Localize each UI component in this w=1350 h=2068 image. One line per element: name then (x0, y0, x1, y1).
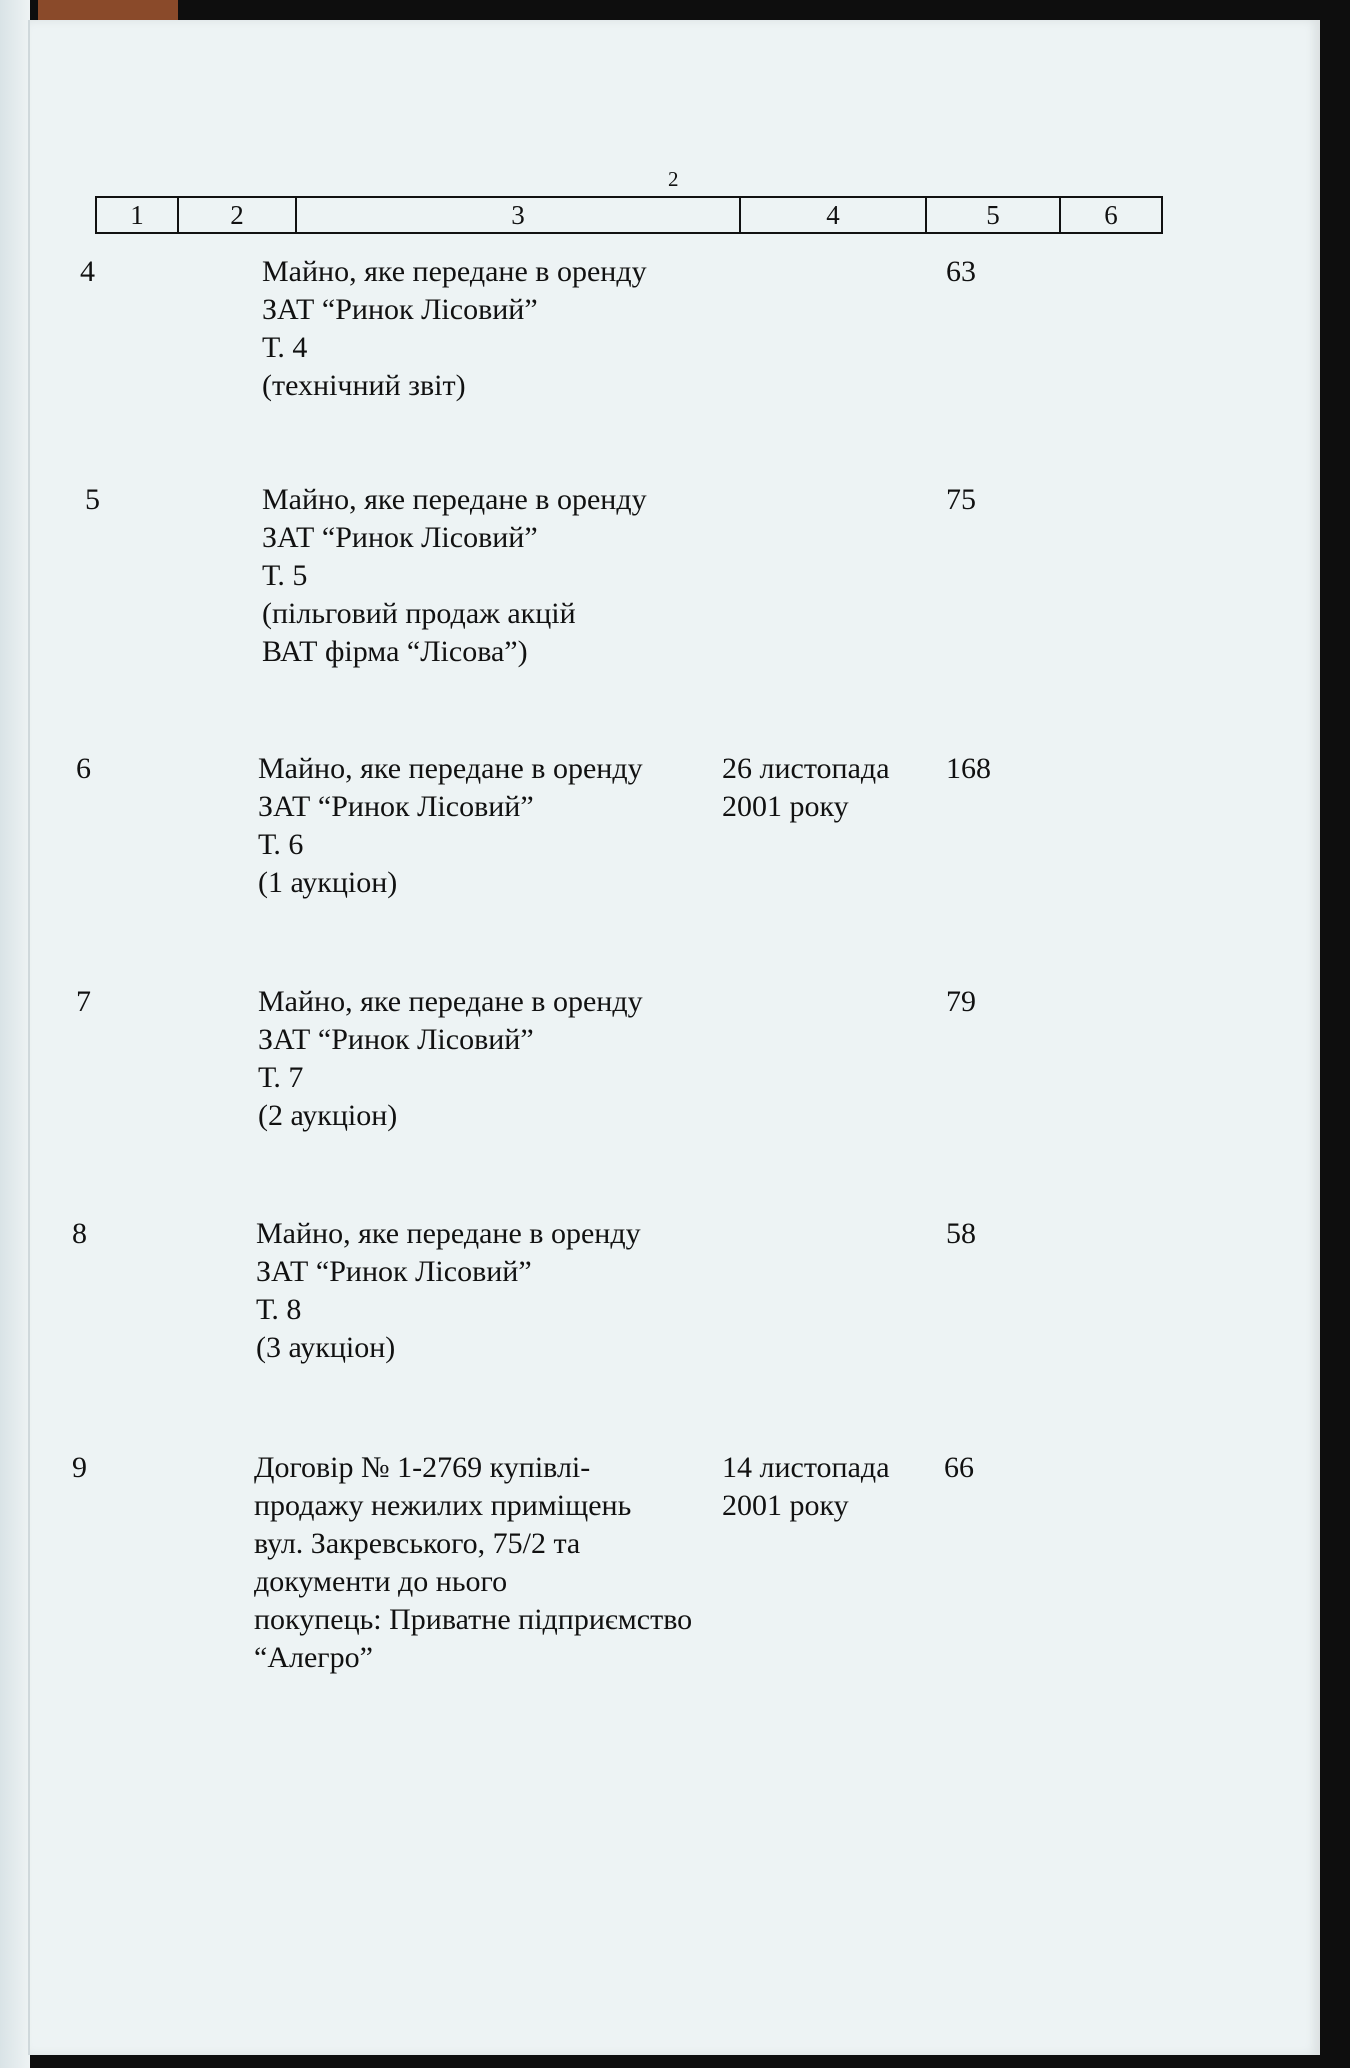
column-header-5: 5 (927, 198, 1061, 232)
column-header-2: 2 (179, 198, 297, 232)
column-header-6: 6 (1104, 199, 1118, 230)
row-date: 14 листопада 2001 року (722, 1451, 890, 1522)
row-number: 9 (72, 1451, 87, 1484)
row-title: Майно, яке передане в оренду ЗАТ “Ринок Лісовий” Т. 4 (технічний звіт) (262, 255, 647, 402)
column-header-3: 3 (297, 198, 741, 232)
row-title: Договір № 1-2769 купівлі- продажу нежилих приміщень вул. Закревського, 75/2 та документи до нього покупець: Приватне підприємство “Алегро” (254, 1451, 693, 1674)
column-header-1: 1 (97, 198, 179, 232)
row-pages: 75 (946, 483, 976, 516)
row-number: 7 (76, 985, 91, 1018)
row-title: Майно, яке передане в оренду ЗАТ “Ринок Лісовий” Т. 6 (1 аукціон) (258, 752, 643, 899)
row-title: Майно, яке передане в оренду ЗАТ “Ринок Лісовий” Т. 5 (пільговий продаж акцій ВАТ фірма “Лісова”) (262, 483, 647, 668)
row-pages: 58 (946, 1217, 976, 1250)
row-pages: 66 (944, 1451, 974, 1484)
page-number: 2 (668, 167, 679, 191)
row-number: 6 (76, 752, 91, 785)
row-number: 8 (72, 1217, 87, 1250)
document-page (28, 20, 1320, 2055)
column-header-4: 4 (741, 198, 927, 232)
binding-edge (0, 0, 30, 2068)
row-title: Майно, яке передане в оренду ЗАТ “Ринок Лісовий” Т. 8 (3 аукціон) (256, 1217, 641, 1364)
row-pages: 79 (946, 985, 976, 1018)
row-number: 4 (80, 255, 95, 288)
row-title: Майно, яке передане в оренду ЗАТ “Ринок Лісовий” Т. 7 (2 аукціон) (258, 985, 643, 1132)
column-header-table (95, 196, 1163, 234)
row-pages: 63 (946, 255, 976, 288)
binder-tab (38, 0, 178, 22)
row-pages: 168 (946, 752, 991, 785)
row-date: 26 листопада 2001 року (722, 752, 890, 823)
row-number: 5 (85, 483, 100, 516)
